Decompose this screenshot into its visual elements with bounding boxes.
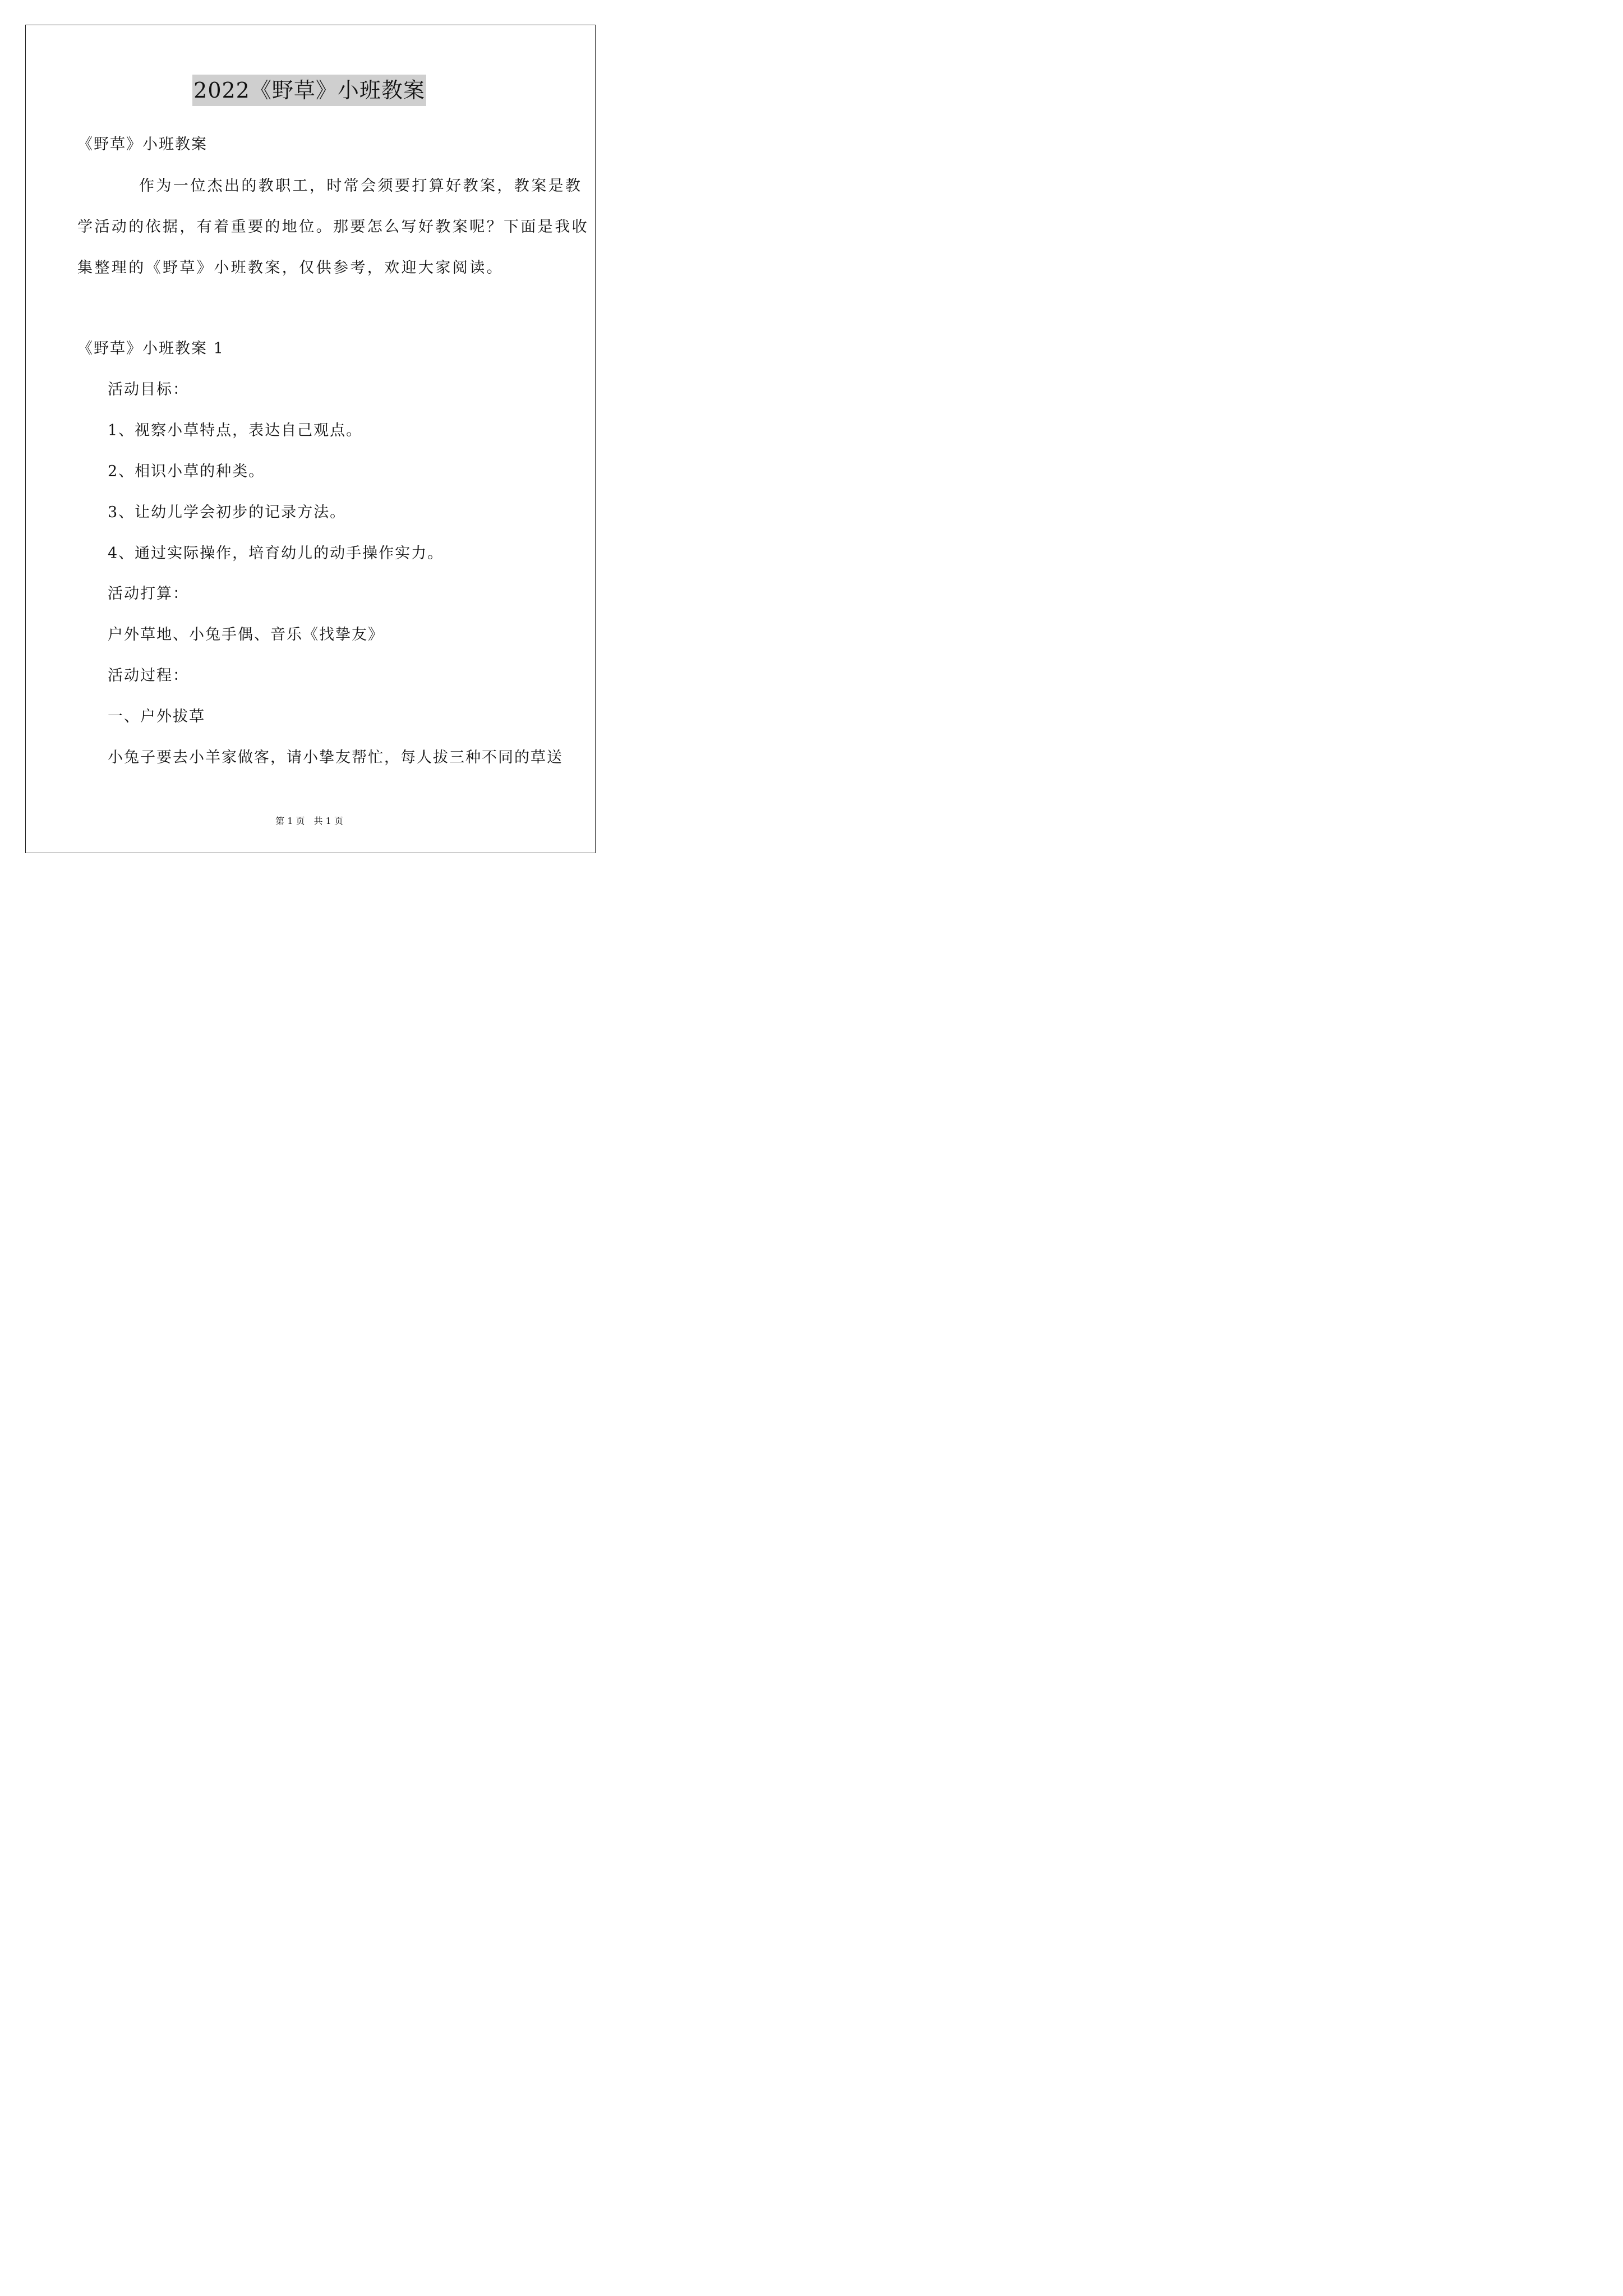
document-title: 2022《野草》小班教案 [192, 75, 426, 106]
body-line: 活动目标： [108, 381, 189, 398]
page-footer [0, 815, 619, 827]
document-subtitle: 《野草》小班教案 [77, 136, 208, 153]
body-line: 一、户外拔草 [108, 708, 205, 725]
title-container [0, 75, 619, 106]
section-heading: 《野草》小班教案 1 [77, 340, 224, 357]
body-line: 小兔子要去小羊家做客，请小挚友帮忙，每人拔三种不同的草送 [108, 749, 563, 766]
page-number-total: 共 1 页 [313, 816, 343, 826]
intro-paragraph-line-1: 作为一位杰出的教职工，时常会须要打算好教案，教案是教 [139, 177, 583, 195]
page-number-current: 第 1 页 [275, 816, 305, 826]
intro-paragraph-line-2: 学活动的依据，有着重要的地位。那要怎么写好教案呢？下面是我收 [77, 218, 589, 236]
body-line: 活动打算： [108, 585, 189, 602]
intro-paragraph-line-3: 集整理的《野草》小班教案，仅供参考，欢迎大家阅读。 [77, 259, 504, 277]
body-line: 3、让幼儿学会初步的记录方法。 [108, 504, 347, 521]
body-line: 1、视察小草特点，表达自己观点。 [108, 422, 363, 439]
body-line: 户外草地、小兔手偶、音乐《找挚友》 [108, 626, 384, 643]
body-line: 2、相识小草的种类。 [108, 463, 265, 480]
body-line: 4、通过实际操作，培育幼儿的动手操作实力。 [108, 545, 444, 562]
body-line: 活动过程： [108, 667, 189, 684]
